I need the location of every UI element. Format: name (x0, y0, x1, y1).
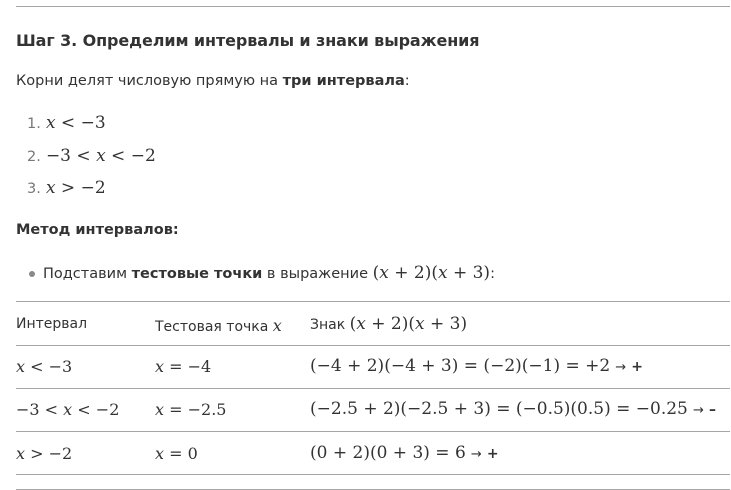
row-divider (16, 431, 730, 432)
arrow-icon: → (470, 447, 482, 462)
interval-list-item (27, 146, 156, 166)
interval-expr: x < −3 (45, 113, 106, 133)
interval-list-item (27, 113, 106, 133)
intro-text: Корни делят числовую прямую на (16, 73, 283, 89)
header-test-point-var: x (272, 316, 282, 335)
arrow-icon: → (615, 360, 627, 375)
list-number: 2. (27, 149, 41, 165)
header-test-point (155, 316, 282, 335)
header-sign (310, 314, 467, 334)
interval-expr: x > −2 (45, 178, 106, 198)
bullet-text (43, 263, 495, 283)
header-test-point-label: Тестовая точка (155, 319, 273, 335)
intro-paragraph (16, 73, 410, 89)
row-3-interval: x > −2 (16, 444, 73, 463)
header-interval: Интервал (16, 316, 88, 332)
method-heading: Метод интервалов: (16, 222, 179, 238)
bullet-middle: в выражение (262, 266, 373, 282)
list-number: 3. (27, 181, 41, 197)
row-1-calc (310, 356, 643, 376)
row-2-calc (310, 399, 716, 419)
header-sign-expression: (x + 2)(x + 3) (349, 314, 468, 334)
row-divider (16, 388, 730, 389)
table-bottom-border (16, 474, 730, 475)
row-2-test-point: x = −2.5 (155, 400, 227, 419)
row-1-sign: + (631, 359, 644, 375)
list-number: 1. (27, 116, 41, 132)
arrow-icon: → (692, 403, 704, 418)
row-2-sign: – (708, 402, 716, 418)
intro-bold: три интервала (282, 73, 405, 89)
bullet-bold: тестовые точки (131, 266, 263, 282)
row-3-test-point: x = 0 (155, 444, 198, 463)
bullet-dot (29, 271, 35, 277)
header-sign-label: Знак (310, 317, 350, 333)
row-1-interval: x < −3 (16, 357, 73, 376)
top-divider (16, 6, 730, 7)
intro-after: : (404, 73, 410, 89)
row-2-calc-expr: (−2.5 + 2)(−2.5 + 3) = (−0.5)(0.5) = −0.25 (310, 399, 688, 419)
section-heading: Шаг 3. Определим интервалы и знаки выражения (16, 31, 480, 50)
row-3-sign: + (486, 446, 499, 462)
table-top-border (16, 301, 730, 302)
row-1-test-point: x = −4 (155, 357, 212, 376)
header-divider (16, 345, 730, 346)
interval-expr: −3 < x < −2 (45, 146, 156, 166)
bullet-before: Подставим (43, 266, 132, 282)
bullet-expression: (x + 2)(x + 3) (372, 263, 491, 283)
bullet-after: : (490, 266, 495, 282)
row-3-calc (310, 443, 499, 463)
row-2-interval: −3 < x < −2 (16, 400, 120, 419)
interval-list-item (27, 178, 106, 198)
row-3-calc-expr: (0 + 2)(0 + 3) = 6 (310, 443, 466, 463)
row-1-calc-expr: (−4 + 2)(−4 + 3) = (−2)(−1) = +2 (310, 356, 611, 376)
